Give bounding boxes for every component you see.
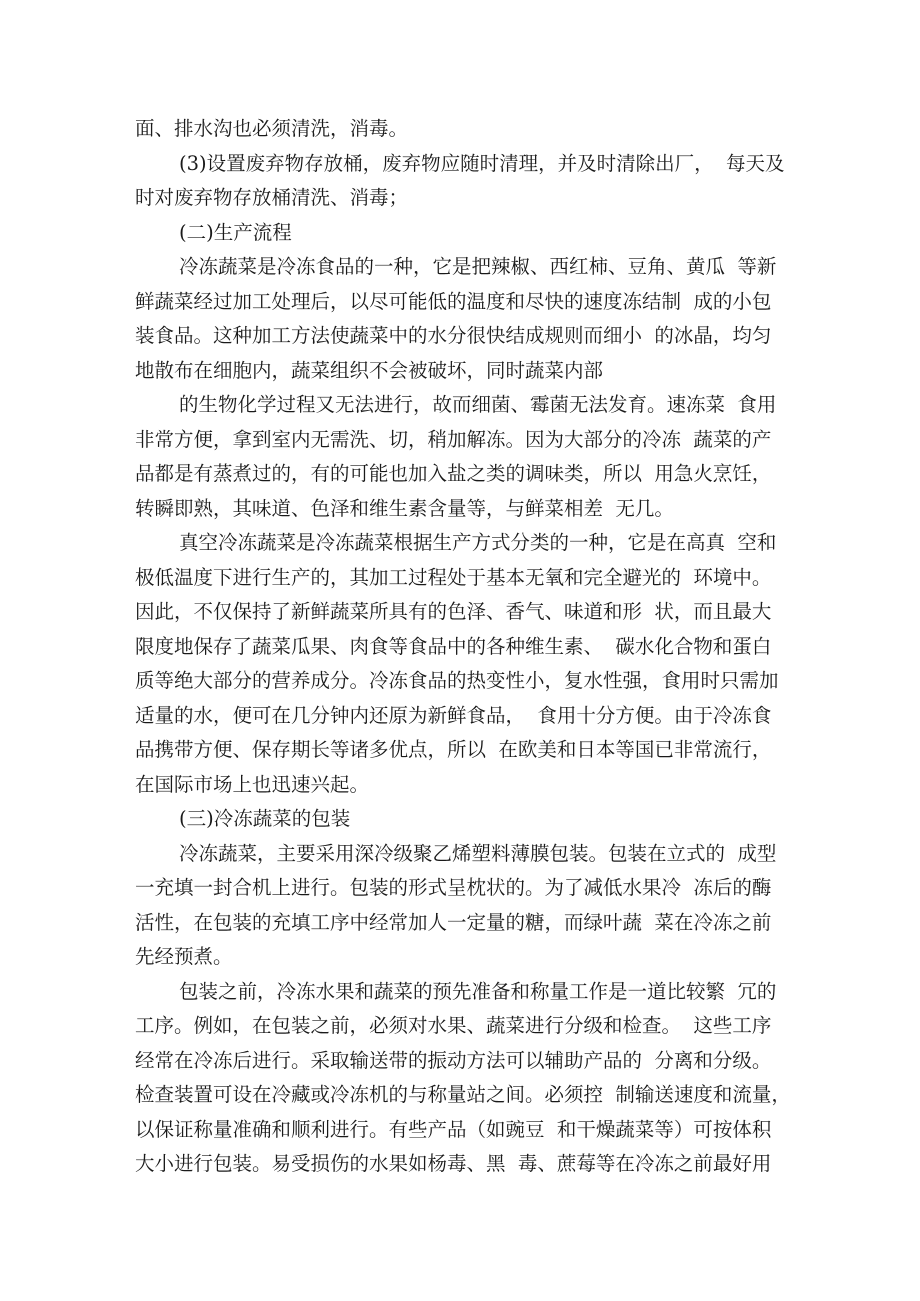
text-line: 活性，在包装的充填工序中经常加人一定量的糖，而绿叶蔬 菜在冷冻之前	[135, 910, 772, 934]
text-line: 检查装置可设在冷藏或冷冻机的与称量站之间。必须控 制输送速度和流量，	[135, 1083, 791, 1106]
text-line: 冷冻蔬菜，主要采用深冷级聚乙烯塑料薄膜包装。包装在立式的 成型	[179, 841, 777, 865]
text-line: 一充填一封合机上进行。包装的形式呈枕状的。为了减低水果冷 冻后的酶	[135, 876, 772, 899]
text-line: 品携带方便、保存期长等诸多优点，所以 在欧美和日本等国已非常流行，	[135, 738, 772, 761]
text-line: 地散布在细胞内，蔬菜组织不会被破坏，同时蔬菜内部	[135, 358, 604, 382]
text-line: 适量的水，便可在几分钟内还原为新鲜食品， 食用十分方便。由于冷冻食	[135, 703, 772, 727]
text-line: 经常在冷冻后进行。采取输送带的振动方法可以辅助产品的 分离和分级。	[135, 1048, 772, 1072]
text-line: 时对废弃物存放桶清洗、消毒；	[135, 186, 409, 209]
text-line: 真空冷冻蔬菜是冷冻蔬菜根据生产方式分类的一种，它是在高真 空和	[179, 531, 777, 554]
text-line: 鲜蔬菜经过加工处理后，以尽可能低的温度和尽快的速度冻结制 成的小包	[135, 289, 772, 313]
text-line: 包装之前，冷冻水果和蔬菜的预先准备和称量工作是一道比较繁 冗的	[179, 979, 777, 1003]
text-line: 的生物化学过程又无法进行，故而细菌、霉菌无法发育。速冻菜 食用	[179, 393, 777, 416]
text-line: (三)冷冻蔬菜的包装	[179, 807, 351, 830]
document-body	[135, 112, 795, 1182]
text-line: 品都是有蒸煮过的，有的可能也加入盐之类的调味类，所以 用急火烹饪，	[135, 462, 772, 485]
text-line: 在国际市场上也迅速兴起。	[135, 772, 370, 796]
text-line: 质等绝大部分的营养成分。冷冻食品的热变性小，复水性强，食用时只需加	[135, 669, 779, 692]
text-line: 面、排水沟也必须清洗，消毒。	[135, 117, 409, 140]
text-line: 以保证称量准确和顺利进行。有些产品（如豌豆 和干燥蔬菜等）可按体积	[135, 1117, 772, 1141]
text-line: (3)设置废弃物存放桶，废弃物应随时清理，并及时清除出厂， 每天及	[179, 151, 785, 175]
text-line: 非常方便，拿到室内无需洗、切，稍加解冻。因为大部分的冷冻 蔬菜的产	[135, 427, 772, 451]
text-line: 工序。例如，在包装之前，必须对水果、蔬菜进行分级和检查。 这些工序	[135, 1014, 772, 1037]
text-line: 大小进行包装。易受损伤的水果如杨毒、黑 毒、蔗莓等在冷冻之前最好用	[135, 1152, 772, 1175]
text-line: 转瞬即熟，其味道、色泽和维生素含量等，与鲜菜相差 无几。	[135, 496, 674, 520]
text-line: 限度地保存了蔬菜瓜果、肉食等食品中的各种维生素、 碳水化合物和蛋白	[135, 634, 772, 658]
text-line: 冷冻蔬菜是冷冻食品的一种，它是把辣椒、西红柿、豆角、黄瓜 等新	[179, 255, 777, 278]
text-line: 因此，不仅保持了新鲜蔬菜所具有的色泽、香气、味道和形 状，而且最大	[135, 600, 772, 623]
text-line: 极低温度下进行生产的，其加工过程处于基本无氧和完全避光的 环境中。	[135, 565, 772, 589]
text-line: 先经预煮。	[135, 945, 233, 968]
text-line: 装食品。这种加工方法使蔬菜中的水分很快结成规则而细小 的冰晶，均匀	[135, 324, 772, 347]
text-line: (二)生产流程	[179, 220, 292, 244]
